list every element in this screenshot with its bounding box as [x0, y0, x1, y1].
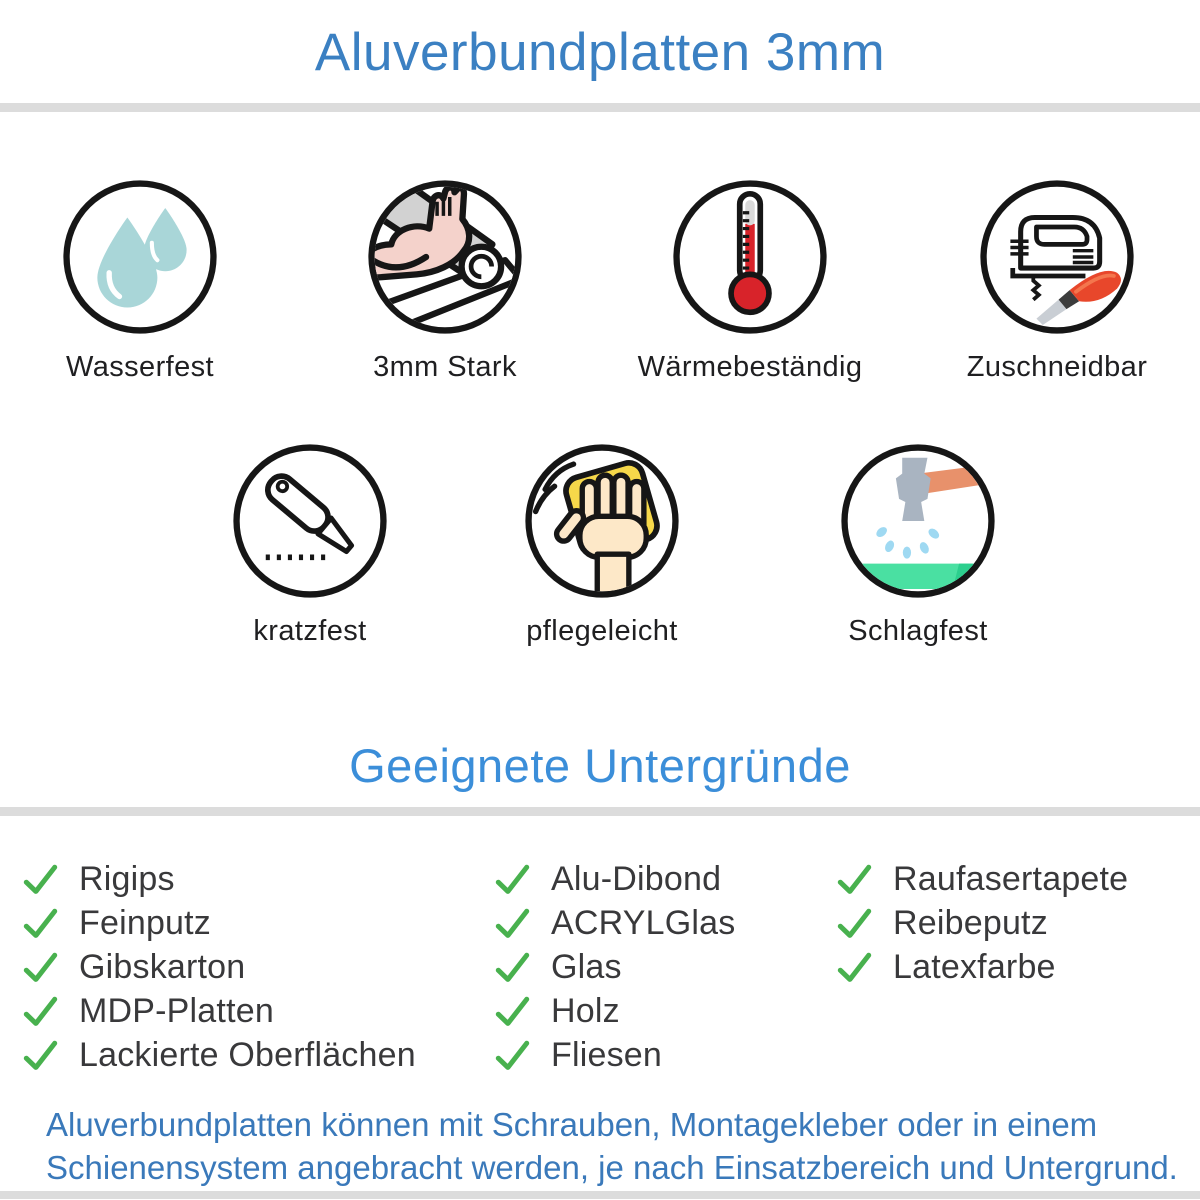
feature-3mm-stark	[295, 178, 595, 384]
feature-label: Zuschneidbar	[966, 351, 1148, 383]
substrate-label: ACRYLGlas	[551, 903, 736, 942]
substrate-column-1	[22, 857, 416, 1077]
substrate-item	[836, 901, 1128, 945]
substrate-column-2	[494, 857, 735, 1077]
feature-waermebestaendig	[600, 178, 900, 384]
substrate-label: Alu-Dibond	[551, 859, 722, 898]
substrate-item	[494, 989, 735, 1033]
divider-top	[0, 103, 1200, 112]
check-icon	[836, 907, 873, 939]
feature-label: Schlagfest	[848, 615, 988, 647]
substrate-item	[22, 901, 416, 945]
feature-pflegeleicht	[452, 442, 752, 648]
divider-bottom	[0, 1191, 1200, 1199]
feature-zuschneidbar	[907, 178, 1200, 384]
page-title: Aluverbundplatten 3mm	[314, 23, 886, 82]
thermometer-icon	[671, 178, 829, 336]
feature-label: pflegeleicht	[526, 615, 678, 647]
substrate-label: Gibskarton	[79, 947, 246, 986]
check-icon	[494, 995, 531, 1027]
check-icon	[494, 907, 531, 939]
jigsaw-cutter-icon	[978, 178, 1136, 336]
footer-note	[46, 1103, 1178, 1189]
hand-cloth-icon	[523, 442, 681, 600]
section-title: Geeignete Untergründe	[349, 739, 851, 792]
divider-middle	[0, 807, 1200, 816]
substrate-label: Raufasertapete	[893, 859, 1129, 898]
substrate-item	[836, 945, 1128, 989]
feature-label: kratzfest	[253, 615, 367, 647]
substrate-item	[494, 857, 735, 901]
feature-schlagfest	[768, 442, 1068, 648]
feature-wasserfest	[0, 178, 290, 384]
substrate-item	[22, 945, 416, 989]
feature-label: Wasserfest	[66, 351, 214, 383]
feature-label: 3mm Stark	[373, 351, 517, 383]
substrate-item	[22, 857, 416, 901]
water-drops-icon	[61, 178, 219, 336]
check-icon	[22, 863, 59, 895]
substrate-label: Latexfarbe	[893, 947, 1056, 986]
check-icon	[836, 863, 873, 895]
check-icon	[22, 907, 59, 939]
utility-knife-icon	[231, 442, 389, 600]
substrate-label: MDP-Platten	[79, 991, 274, 1030]
check-icon	[22, 1039, 59, 1071]
substrate-item	[836, 857, 1128, 901]
substrate-item	[22, 989, 416, 1033]
substrate-label: Reibeputz	[893, 903, 1048, 942]
substrate-label: Lackierte Oberflächen	[79, 1035, 416, 1074]
check-icon	[494, 951, 531, 983]
substrate-item	[22, 1033, 416, 1077]
footer-line: Aluverbundplatten können mit Schrauben, Montagekleber oder in einem	[46, 1106, 1098, 1143]
substrate-label: Rigips	[79, 859, 175, 898]
hammer-panel-icon	[839, 442, 997, 600]
substrate-label: Feinputz	[79, 903, 212, 942]
substrate-column-3	[836, 857, 1128, 989]
footer-line: Schienensystem angebracht werden, je nach Einsatzbereich und Untergrund.	[46, 1149, 1178, 1186]
feature-label: Wärmebeständig	[637, 351, 863, 383]
check-icon	[22, 951, 59, 983]
check-icon	[494, 1039, 531, 1071]
substrate-item	[494, 1033, 735, 1077]
feature-kratzfest	[160, 442, 460, 648]
check-icon	[494, 863, 531, 895]
check-icon	[22, 995, 59, 1027]
substrate-label: Holz	[551, 991, 620, 1030]
substrate-item	[494, 945, 735, 989]
check-icon	[836, 951, 873, 983]
substrate-label: Glas	[551, 947, 622, 986]
substrate-item	[494, 901, 735, 945]
substrate-label: Fliesen	[551, 1035, 663, 1074]
muscle-panel-icon	[366, 178, 524, 336]
